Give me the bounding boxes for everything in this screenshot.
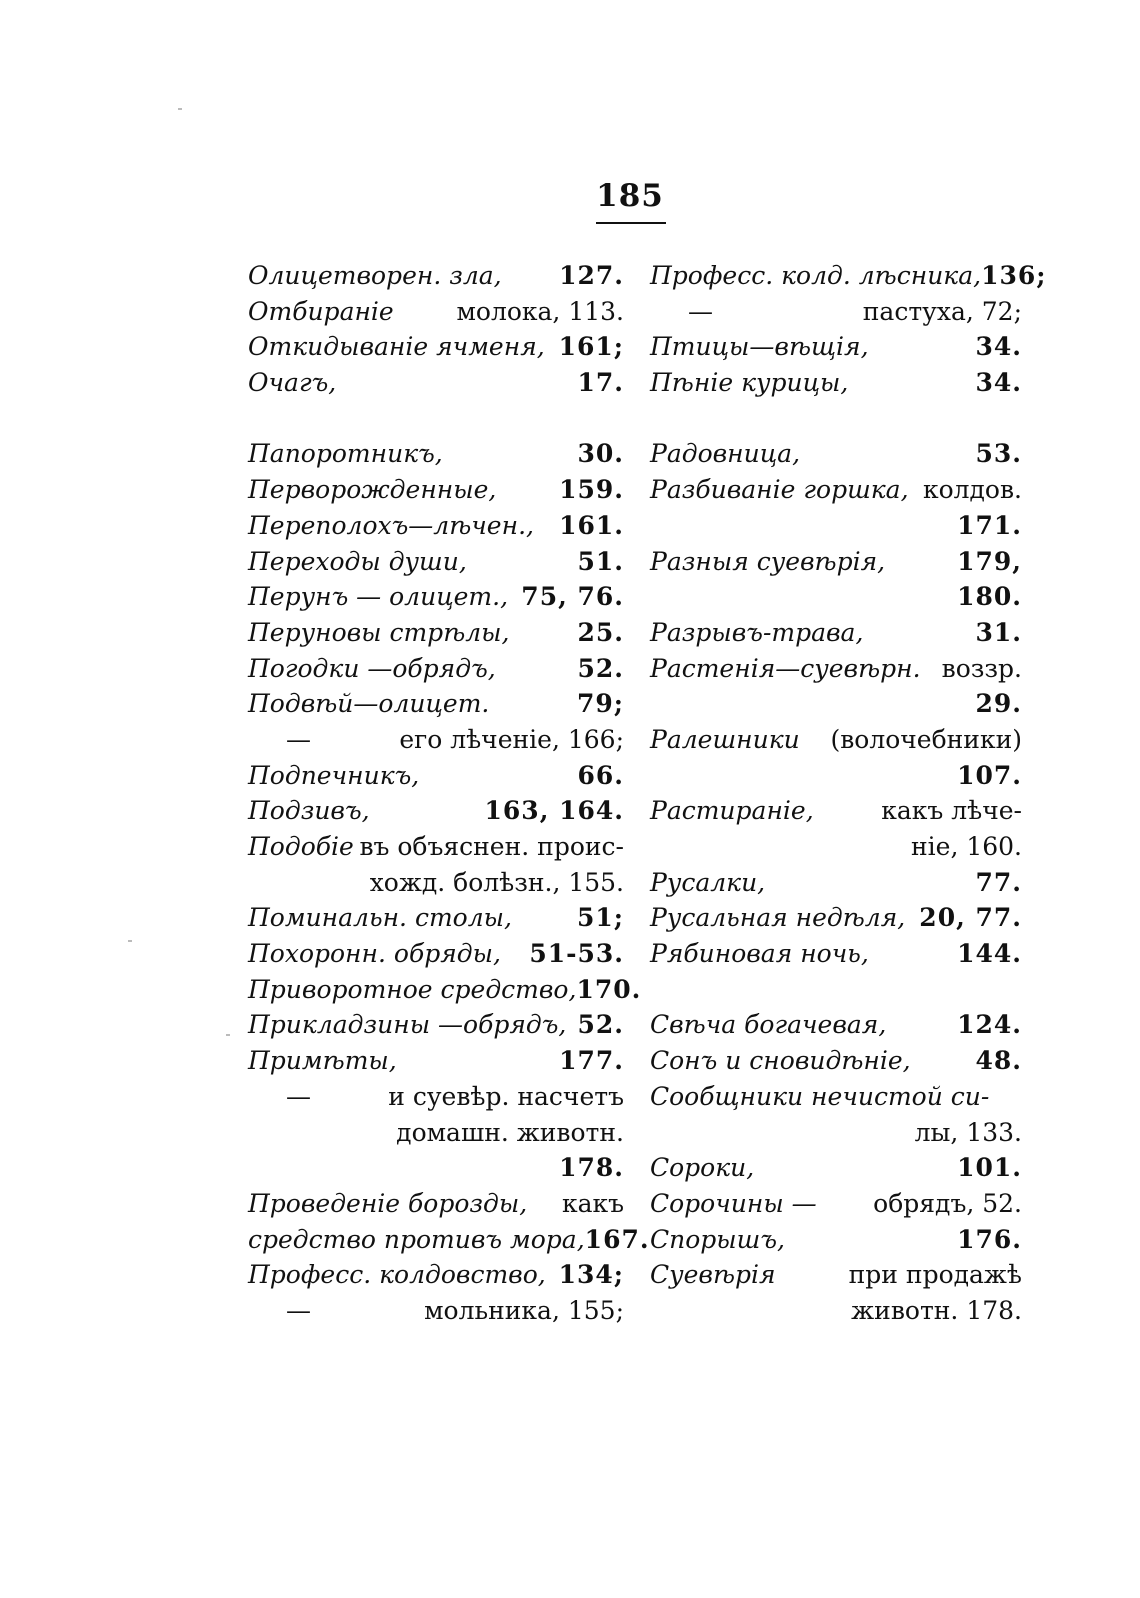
- index-term: Откидываніе ячменя,: [248, 332, 545, 362]
- index-reference: 177.: [559, 1046, 624, 1076]
- index-term: Русальная недѣля,: [650, 903, 906, 933]
- index-reference: его лѣченіе, 166;: [399, 724, 624, 754]
- index-line: [248, 686, 624, 722]
- index-term: Проведеніе борозды,: [248, 1188, 528, 1218]
- index-reference: 51.: [577, 546, 624, 576]
- index-term: Сонъ и сновидѣніе,: [650, 1046, 911, 1076]
- index-term: Сорочины —: [650, 1188, 817, 1218]
- index-term: —: [286, 724, 311, 754]
- index-reference: 124.: [957, 1010, 1022, 1040]
- index-line: [650, 1293, 1022, 1329]
- index-reference: мольника, 155;: [424, 1295, 624, 1325]
- index-reference: 159.: [559, 475, 624, 505]
- scan-speck: [178, 108, 182, 110]
- index-term: Похоронн. обряды,: [248, 939, 501, 969]
- index-line: [248, 329, 624, 365]
- index-line: [650, 651, 1022, 687]
- scan-speck: [226, 1034, 230, 1036]
- index-reference: животн. 178.: [851, 1295, 1022, 1325]
- index-line: [248, 865, 624, 901]
- index-term: Свѣча богачевая,: [650, 1010, 887, 1040]
- index-line: [650, 1115, 1022, 1151]
- index-reference: 171.: [957, 510, 1022, 540]
- index-reference: 101.: [957, 1153, 1022, 1183]
- index-term: Професс. колдовство,: [248, 1260, 546, 1290]
- index-line: [650, 1079, 1022, 1115]
- index-term: Пѣніе курицы,: [650, 368, 849, 398]
- index-term: Перуновы стрѣлы,: [248, 617, 510, 647]
- index-column-left: [248, 258, 650, 1329]
- index-line: [650, 1222, 1022, 1258]
- index-term: Подзивъ,: [248, 796, 370, 826]
- index-reference: домашн. животн.: [396, 1117, 624, 1147]
- index-line: [650, 722, 1022, 758]
- index-term: Папоротникъ,: [248, 439, 443, 469]
- page-number-rule: [596, 222, 666, 224]
- index-line: [248, 1115, 624, 1151]
- index-reference: 176.: [957, 1224, 1022, 1254]
- index-term: Перунъ — олицет.,: [248, 582, 509, 612]
- index-reference: 144.: [957, 939, 1022, 969]
- index-line: [248, 258, 624, 294]
- index-reference: 34.: [975, 332, 1022, 362]
- index-reference: 31.: [975, 617, 1022, 647]
- index-reference: 29.: [975, 689, 1022, 719]
- index-term: Спорышъ,: [650, 1224, 785, 1254]
- index-reference: 77.: [975, 867, 1022, 897]
- index-term: —: [286, 1081, 311, 1111]
- index-term: Сороки,: [650, 1153, 755, 1183]
- page-number: 185: [596, 178, 664, 214]
- index-line: [248, 508, 624, 544]
- index-reference: 170.: [576, 974, 642, 1004]
- index-reference: 179,: [957, 546, 1022, 576]
- index-reference: въ объяснен. проис-: [359, 832, 624, 861]
- index-column-right: [650, 258, 1047, 1329]
- index-line: [248, 972, 642, 1008]
- index-term: Радовница,: [650, 439, 801, 469]
- index-term: средство противъ мора,: [248, 1224, 585, 1254]
- index-reference: 20, 77.: [919, 903, 1022, 933]
- index-term: Прикладзины —обрядъ,: [248, 1010, 567, 1040]
- index-line: [248, 615, 624, 651]
- index-reference: 34.: [975, 368, 1022, 398]
- index-reference: 79;: [576, 689, 624, 719]
- index-term: Птицы—вѣщія,: [650, 332, 869, 362]
- index-reference: 51;: [576, 903, 624, 933]
- index-term: Переполохъ—лѣчен.,: [248, 510, 534, 540]
- index-line: [248, 472, 624, 508]
- index-term: Поминальн. столы,: [248, 903, 512, 933]
- index-line: [248, 1257, 624, 1293]
- index-reference: 161.: [559, 510, 624, 540]
- index-line: [248, 1079, 624, 1115]
- index-line: [248, 1222, 650, 1258]
- index-reference: лы, 133.: [914, 1117, 1022, 1147]
- index-line: [650, 508, 1022, 544]
- index-reference: 52.: [577, 653, 624, 683]
- index-line: [248, 294, 624, 330]
- index-reference: 66.: [577, 760, 624, 790]
- index-term: —: [688, 296, 713, 326]
- index-reference: 30.: [577, 439, 624, 469]
- index-reference: 167.: [584, 1224, 650, 1254]
- index-term: Рябиновая ночь,: [650, 939, 869, 969]
- index-term: Очагъ,: [248, 368, 337, 398]
- index-term: Ралешники: [650, 724, 800, 754]
- index-reference: 178.: [559, 1153, 624, 1183]
- index-line: [248, 936, 624, 972]
- index-reference: обрядъ, 52.: [873, 1188, 1022, 1218]
- index-term: Примѣты,: [248, 1046, 397, 1076]
- index-line: [650, 615, 1022, 651]
- index-reference: 107.: [957, 760, 1022, 790]
- index-reference: 136;: [981, 261, 1047, 290]
- index-term: Русалки,: [650, 867, 766, 897]
- index-term: Суевѣрія: [650, 1260, 776, 1290]
- index-term: Отбираніе: [248, 296, 394, 326]
- index-reference: 52.: [577, 1010, 624, 1040]
- index-reference: 163, 164.: [484, 796, 624, 826]
- index-reference: 53.: [975, 439, 1022, 469]
- index-term: Погодки —обрядъ,: [248, 653, 496, 683]
- index-line: [248, 544, 624, 580]
- index-term: Разбиваніе горшка,: [650, 475, 909, 505]
- index-line: [650, 865, 1022, 901]
- index-line: [248, 722, 624, 758]
- index-line: [248, 1007, 624, 1043]
- index-reference: какъ лѣче-: [881, 796, 1022, 826]
- index-line: [650, 793, 1022, 829]
- index-line: [650, 936, 1022, 972]
- index-reference: воззр.: [941, 653, 1022, 683]
- index-term: Разныя суевѣрія,: [650, 546, 886, 576]
- index-line: [248, 1043, 624, 1079]
- index-line: [650, 436, 1022, 472]
- index-reference: (волочебники): [830, 724, 1022, 754]
- index-line: [248, 758, 624, 794]
- index-reference: 25.: [577, 617, 624, 647]
- index-line: [650, 579, 1022, 615]
- index-term: Переходы души,: [248, 546, 467, 576]
- index-line: [650, 1257, 1022, 1293]
- scan-speck: [128, 940, 132, 942]
- index-line: [650, 401, 1022, 437]
- index-reference: при продажѣ: [848, 1260, 1022, 1290]
- index-reference: 51-53.: [529, 939, 624, 969]
- index-line: [248, 1293, 624, 1329]
- index-reference: пастуха, 72;: [862, 296, 1022, 326]
- index-reference: какъ: [561, 1188, 624, 1218]
- index-line: [248, 900, 624, 936]
- index-term: Подобіе: [248, 832, 354, 861]
- index-reference: 17.: [577, 368, 624, 398]
- index-reference: колдов.: [922, 475, 1022, 505]
- index-line: [650, 294, 1022, 330]
- index-line: [650, 1007, 1022, 1043]
- index-line: [650, 329, 1022, 365]
- index-line: [650, 686, 1022, 722]
- index-term: Професс. колд. лѣсника,: [650, 261, 982, 290]
- index-line: [248, 793, 624, 829]
- index-reference: 48.: [975, 1046, 1022, 1076]
- index-line: [650, 758, 1022, 794]
- index-line: [650, 1150, 1022, 1186]
- index-line: [248, 436, 624, 472]
- index-reference: 134;: [558, 1260, 624, 1290]
- index-term: Приворотное средство,: [248, 974, 577, 1004]
- index-term: Разрывъ-трава,: [650, 617, 864, 647]
- index-term: Подпечникъ,: [248, 760, 420, 790]
- index-line: [650, 1043, 1022, 1079]
- index-reference: 75, 76.: [521, 582, 624, 612]
- index-term: Перворожденные,: [248, 475, 497, 505]
- index-reference: 161;: [558, 332, 624, 362]
- index-reference: 180.: [957, 582, 1022, 612]
- index-line: [248, 401, 624, 437]
- index-reference: и суевѣр. насчетъ: [388, 1081, 624, 1111]
- index-line: [248, 1150, 624, 1186]
- index-reference: хожд. болѣзн., 155.: [369, 867, 624, 897]
- index-term: Олицетворен. зла,: [248, 261, 502, 290]
- index-line: [248, 365, 624, 401]
- index-line: [650, 829, 1022, 865]
- index-term: Сообщники нечистой си-: [650, 1081, 990, 1111]
- index-line: [650, 365, 1022, 401]
- index-line: [650, 1186, 1022, 1222]
- index-reference: 127.: [559, 261, 624, 290]
- index-line: [650, 472, 1022, 508]
- index-line: [650, 900, 1022, 936]
- index-line: [248, 651, 624, 687]
- index-line: [650, 258, 1047, 294]
- index-term: Растенія—суевѣрн.: [650, 653, 921, 683]
- index-line: [650, 972, 1022, 1008]
- index-term: —: [286, 1295, 311, 1325]
- index-term: Растираніе,: [650, 796, 814, 826]
- index-line: [248, 829, 624, 865]
- index-term: Подвѣй—олицет.: [248, 689, 490, 719]
- index-reference: молока, 113.: [456, 296, 624, 326]
- index-reference: ніе, 160.: [910, 832, 1022, 861]
- index-line: [248, 579, 624, 615]
- index-line: [248, 1186, 624, 1222]
- index-line: [650, 544, 1022, 580]
